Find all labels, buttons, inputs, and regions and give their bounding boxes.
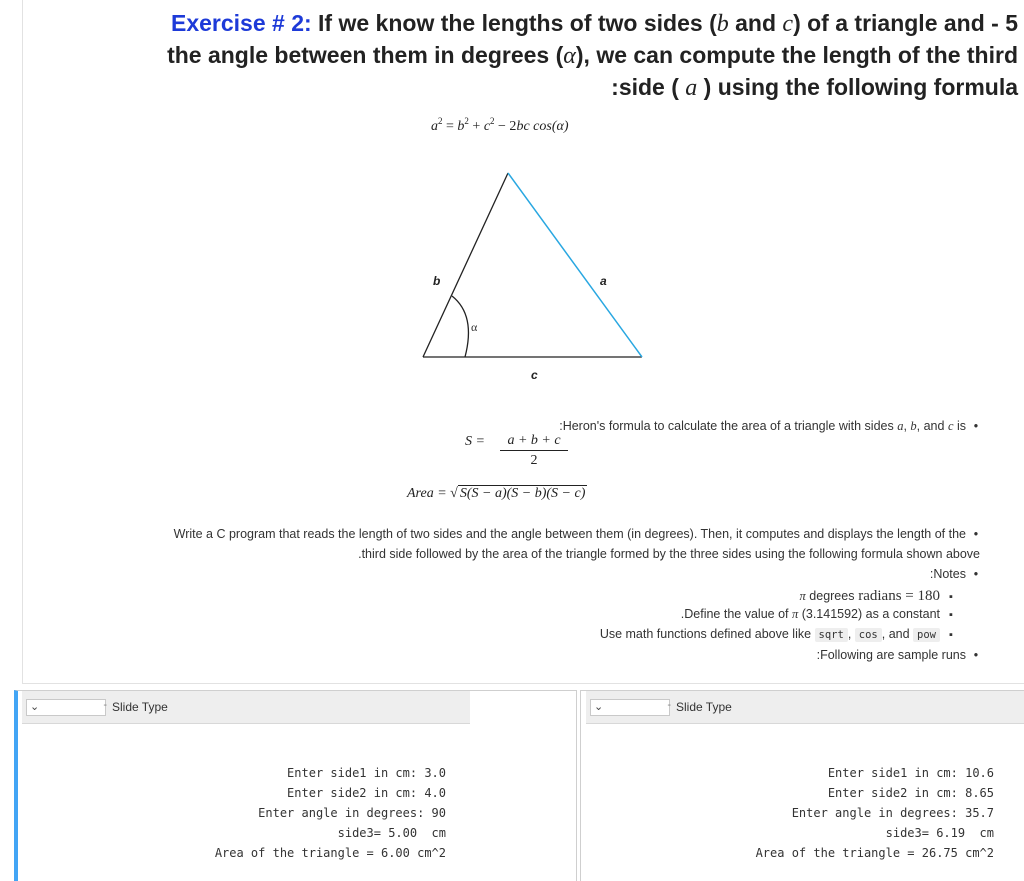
task-line-1: •Write a C program that reads the length of two sides and the angle between them (in degrees). Then, it computes and displays the length of the (174, 527, 986, 541)
bullet-icon: • (973, 419, 979, 433)
side-a-line (508, 173, 642, 357)
triangle-diagram (410, 165, 660, 390)
title-line-2: the angle between them in degrees (α), we can compute the length of the third (167, 42, 1018, 69)
code-cell-left[interactable] (14, 690, 577, 881)
semi-perimeter-lhs: S = (465, 434, 485, 449)
bullet-icon: • (973, 527, 979, 541)
square-bullet-icon: ▪ (949, 591, 953, 603)
exercise-label: Exercise # 2: (170, 10, 312, 36)
semi-perimeter-fraction (500, 433, 568, 469)
title-line-1: Exercise # 2: If we know the lengths of two sides (b and c) of a triangle and - 5 (170, 10, 1018, 37)
bullet-icon: • (973, 648, 979, 662)
slide-type-label: Slide Type (112, 700, 168, 714)
task-line-2: .third side followed by the area of the triangle formed by the three sides using the following formula shown above (358, 547, 980, 561)
dash-icon: - (103, 699, 107, 711)
dash-icon: - (667, 699, 671, 711)
note-math-functions: ▪Use math functions defined above like sqrt , cos , and pow (600, 627, 962, 641)
cell-output: Enter side1 in cm: 10.6 Enter side2 in cm: 8.65 Enter angle in degrees: 35.7 side3= 6.19 cm Area of the triangle = 26.75 cm^2 (755, 766, 994, 860)
label-a: a (600, 274, 607, 288)
slide-type-select[interactable] (26, 699, 106, 716)
label-c: c (531, 368, 538, 382)
square-bullet-icon: ▪ (949, 609, 953, 621)
heron-bullet: •:Heron's formula to calculate the area of a triangle with sides a, b, and c is (559, 419, 986, 434)
cell-toolbar (22, 691, 470, 724)
note-radians: ▪π degrees radians = 180 (800, 588, 962, 605)
note-sample-runs: •:Following are sample runs (817, 648, 986, 662)
cell-output: Enter side1 in cm: 3.0 Enter side2 in cm: 4.0 Enter angle in degrees: 90 side3= 5.00 cm Area of the triangle = 6.00 cm^2 (214, 766, 446, 860)
chevron-down-icon: ⌄ (594, 701, 604, 713)
side-b-line (423, 173, 508, 357)
chevron-down-icon: ⌄ (30, 701, 40, 713)
label-alpha: α (471, 320, 478, 334)
note-pi-constant: ▪.Define the value of π (3.141592) as a constant (681, 607, 962, 622)
slide-type-label: Slide Type (676, 700, 732, 714)
law-of-cosines-formula: $a^2 = b^2 + c^2 - 2bc$ cos(α) (431, 116, 569, 134)
title-line-3: :side ( a ) using the following formula (611, 74, 1018, 101)
fraction-numerator: a + b + c (500, 433, 568, 451)
bullet-icon: • (973, 567, 979, 581)
exercise-title (28, 8, 1018, 104)
square-bullet-icon: ▪ (949, 629, 953, 641)
label-b: b (433, 274, 441, 288)
cell-toolbar (586, 691, 1024, 724)
code-cell-right[interactable] (580, 690, 1024, 881)
alpha-arc (452, 296, 468, 357)
notes-header: •:Notes (930, 567, 986, 581)
area-formula: Area = √ S(S − a)(S − b)(S − c) (407, 486, 586, 501)
slide-type-select[interactable] (590, 699, 670, 716)
fraction-denominator: 2 (530, 453, 538, 468)
